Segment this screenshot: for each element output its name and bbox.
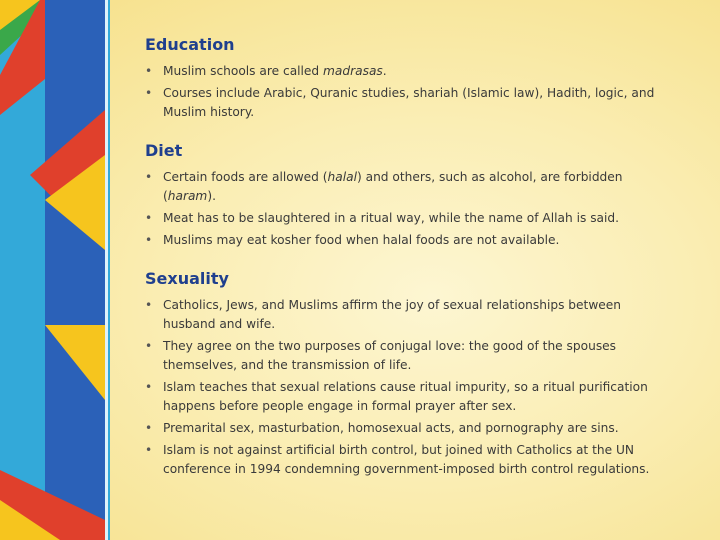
bullet-item — [145, 378, 675, 416]
section-heading: Education — [145, 35, 235, 54]
bullet-item — [145, 337, 675, 375]
bullet-item — [145, 209, 675, 228]
bullet-item — [145, 441, 675, 479]
bullet-text: Certain foods are allowed ( — [163, 170, 328, 184]
bullet-item — [145, 296, 675, 334]
bullet-item — [145, 168, 675, 206]
italic-term: madrasas — [323, 64, 383, 78]
section-diet — [145, 140, 675, 250]
bullet-text: Catholics, Jews, and Muslims affirm the joy of sexual relationships between husband and wife. — [163, 298, 622, 331]
bullet-text: . — [382, 64, 387, 78]
bullet-text: They agree on the two purposes of conjugal love: the good of the spouses themselves, and the transmission of life. — [163, 339, 617, 372]
bullet-icon: • — [145, 443, 153, 457]
bullet-item — [145, 62, 675, 81]
bullet-list — [145, 168, 675, 250]
bullet-text: Islam is not against artificial birth control, but joined with Catholics at the UN conference in 1994 condemning government-imposed birth control regulations. — [163, 443, 650, 476]
bullet-text: Muslim schools are called — [163, 64, 324, 78]
bullet-icon: • — [145, 298, 153, 312]
bullet-text: Islam teaches that sexual relations cause ritual impurity, so a ritual purification happens before people engage in formal prayer after sex. — [163, 380, 648, 413]
bullet-list — [145, 296, 675, 479]
bullet-icon: • — [145, 86, 153, 100]
bullet-item — [145, 419, 675, 438]
section-heading: Sexuality — [145, 269, 229, 288]
section-heading: Diet — [145, 141, 183, 160]
bullet-list — [145, 62, 675, 122]
bullet-text: Premarital sex, masturbation, homosexual acts, and pornography are sins. — [163, 421, 619, 435]
blue-band — [45, 0, 105, 540]
bullet-text: ) and others, such as alcohol, are forbidden ( — [163, 170, 623, 203]
separator-line — [105, 0, 108, 540]
decorative-side-stripes — [0, 0, 130, 540]
bullet-item — [145, 84, 675, 122]
bullet-item — [145, 231, 675, 250]
italic-term: haram — [167, 189, 208, 203]
bullet-icon: • — [145, 233, 153, 247]
slide-content — [145, 34, 675, 482]
bullet-text: Courses include Arabic, Quranic studies, shariah (Islamic law), Hadith, logic, and Muslim history. — [163, 86, 655, 119]
bullet-icon: • — [145, 421, 153, 435]
bullet-text: Muslims may eat kosher food when halal foods are not available. — [163, 233, 560, 247]
bullet-icon: • — [145, 339, 153, 353]
bullet-icon: • — [145, 170, 153, 184]
italic-term: halal — [327, 170, 357, 184]
bullet-icon: • — [145, 380, 153, 394]
section-education — [145, 34, 675, 122]
bullet-text: Meat has to be slaughtered in a ritual way, while the name of Allah is said. — [163, 211, 620, 225]
bullet-icon: • — [145, 211, 153, 225]
bullet-text: ). — [207, 189, 216, 203]
bullet-icon: • — [145, 64, 153, 78]
section-sexuality — [145, 268, 675, 479]
